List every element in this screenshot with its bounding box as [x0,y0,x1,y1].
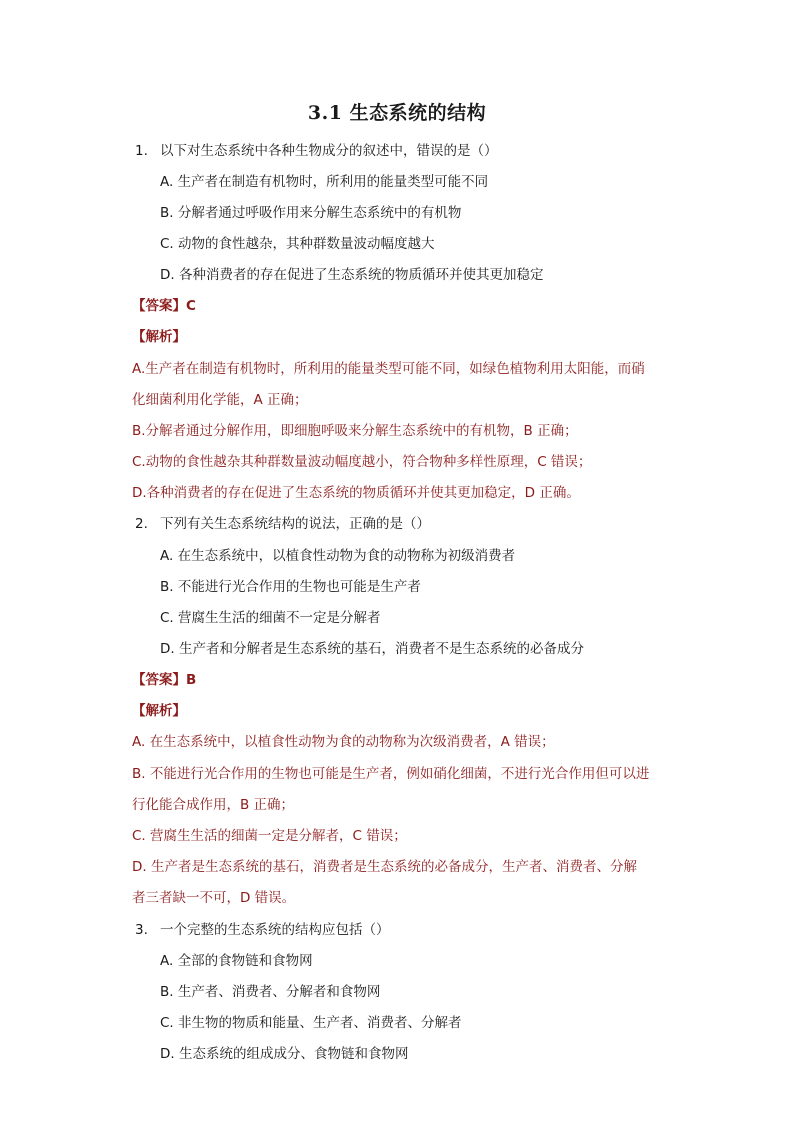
question-3-stem: 一个完整的生态系统的结构应包括（） [160,922,390,938]
question-1-stem: 以下对生态系统中各种生物成分的叙述中，错误的是（） [160,143,498,159]
question-3-option-b: B. 生产者、消费者、分解者和食物网 [160,984,381,1000]
question-2-analysis-line: C. 营腐生生活的细菌一定是分解者，C 错误； [132,828,407,844]
question-1-answer: 【答案】C [132,298,196,314]
question-1-analysis-line: B.分解者通过分解作用，即细胞呼吸来分解生态系统中的有机物，B 正确； [132,423,578,439]
question-2-answer: 【答案】B [132,672,197,688]
question-2-stem: 下列有关生态系统结构的说法，正确的是（） [160,516,430,532]
question-3-option-d: D. 生态系统的组成成分、食物链和食物网 [160,1046,409,1062]
page-title: 3.1 生态系统的结构 [307,102,487,124]
question-3-number: 3. [135,922,148,938]
question-1-option-d: D. 各种消费者的存在促进了生态系统的物质循环并使其更加稳定 [160,267,544,283]
question-3-option-c: C. 非生物的物质和能量、生产者、消费者、分解者 [160,1015,462,1031]
question-1-option-b: B. 分解者通过呼吸作用来分解生态系统中的有机物 [160,205,462,221]
question-2-option-a: A. 在生态系统中，以植食性动物为食的动物称为初级消费者 [160,548,516,564]
question-2-option-b: B. 不能进行光合作用的生物也可能是生产者 [160,579,421,595]
question-1-analysis-line: C.动物的食性越杂其种群数量波动幅度越小，符合物种多样性原理，C 错误； [132,454,592,470]
question-1-number: 1. [135,143,148,159]
question-2-option-d: D. 生产者和分解者是生态系统的基石，消费者不是生态系统的必备成分 [160,641,584,657]
question-2-analysis-line: B. 不能进行光合作用的生物也可能是生产者，例如硝化细菌，不进行光合作用但可以进 [132,766,650,782]
question-2-analysis-label: 【解析】 [132,703,186,719]
question-2-analysis-line: 者三者缺一不可，D 错误。 [132,890,296,906]
question-1-option-c: C. 动物的食性越杂，其种群数量波动幅度越大 [160,236,435,252]
question-2-analysis-line: A. 在生态系统中，以植食性动物为食的动物称为次级消费者，A 错误； [132,734,555,750]
question-2-analysis-line: 行化能合成作用，B 正确； [132,797,295,813]
question-2-option-c: C. 营腐生生活的细菌不一定是分解者 [160,610,381,626]
question-3-option-a: A. 全部的食物链和食物网 [160,953,313,969]
question-1-analysis-line: 化细菌利用化学能，A 正确； [132,392,308,408]
question-1-analysis-line: A.生产者在制造有机物时，所利用的能量类型可能不同，如绿色植物利用太阳能，而硝 [132,361,645,377]
question-2-number: 2. [135,516,148,532]
question-1-analysis-line: D.各种消费者的存在促进了生态系统的物质循环并使其更加稳定，D 正确。 [132,485,580,501]
question-2-analysis-line: D. 生产者是生态系统的基石，消费者是生态系统的必备成分，生产者、消费者、分解 [132,859,637,875]
question-1-analysis-label: 【解析】 [132,329,186,345]
question-1-option-a: A. 生产者在制造有机物时，所利用的能量类型可能不同 [160,174,489,190]
